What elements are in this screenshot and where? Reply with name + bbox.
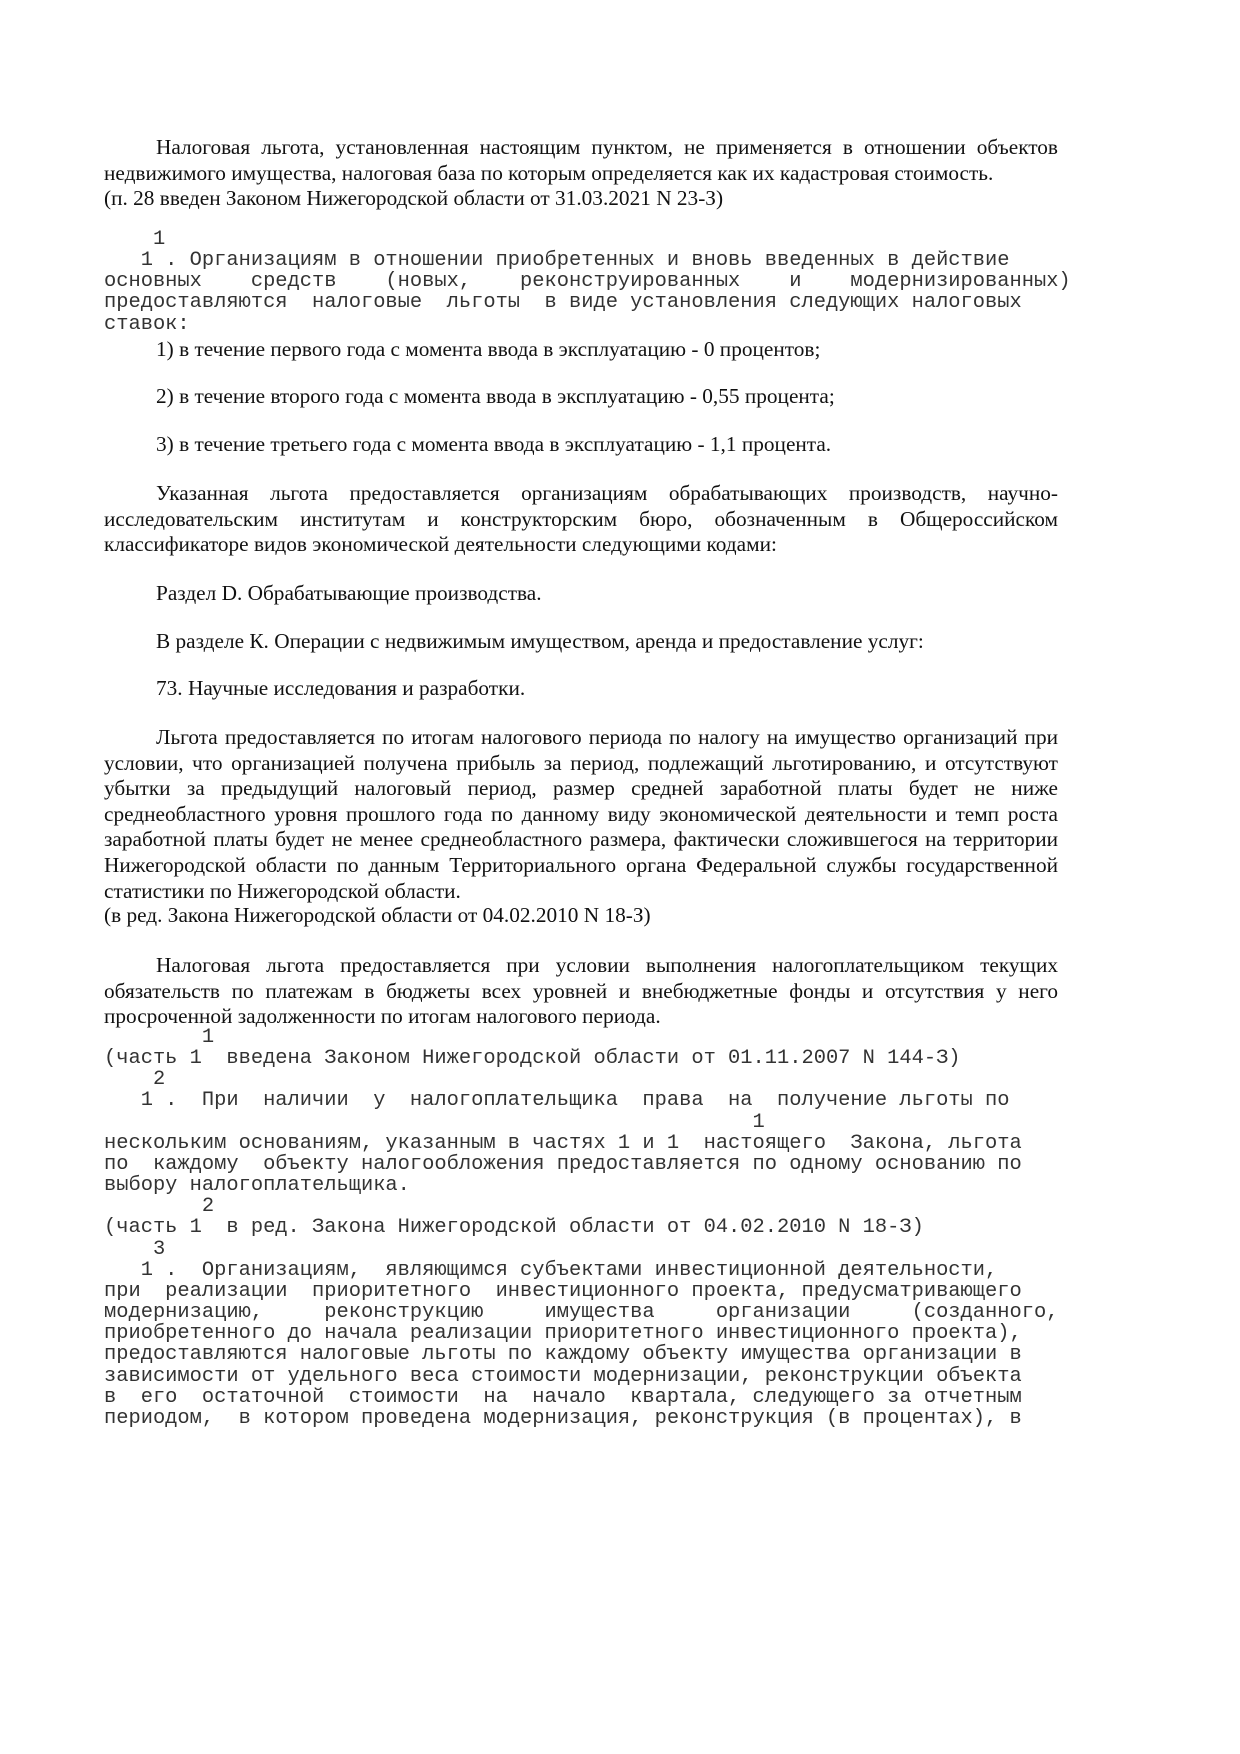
mono-block-2: [104, 1027, 1058, 1429]
paragraph-exclusion: Налоговая льгота, установленная настоящим пунктом, не применяется в отношении объектов недвижимого имущества, налоговая база по которым определяется как их кадастровая стоимость.: [104, 135, 1058, 185]
mono-line: нескольким основаниям, указанным в частях 1 и 1 настоящего Закона, льгота: [104, 1131, 1022, 1155]
mono-line: по каждому объекту налогообложения предоставляется по одному основанию по: [104, 1152, 1022, 1176]
mono-line: основных средств (новых, реконструированных и модернизированных): [104, 270, 1071, 294]
mono-line: периодом, в котором проведена модернизация, реконструкция (в процентах), в: [104, 1406, 1022, 1430]
paragraph-obligations: Налоговая льгота предоставляется при условии выполнения налогоплательщиком текущих обязательств по платежам в бюджеты всех уровней и внебюджетные фонды и отсутствия у него просроченной задолженности по итогам налогового периода.: [104, 953, 1058, 1029]
paragraph-eligible-orgs: Указанная льгота предоставляется организациям обрабатывающих производств, научно-исследовательским институтам и конструкторским бюро, обозначенным в Общероссийском классификаторе видов экономической деятельности следующими кодами:: [104, 481, 1058, 557]
mono-line: предоставляются налоговые льготы в виде установления следующих налоговых: [104, 291, 1022, 315]
mono-line: 1 . При наличии у налогоплательщика права на получение льготы по: [104, 1089, 1010, 1113]
paragraph-section-k: В разделе К. Операции с недвижимым имуществом, аренда и предоставление услуг:: [156, 629, 924, 653]
list-item-1: 1) в течение первого года с момента ввода в эксплуатацию - 0 процентов;: [156, 337, 821, 361]
mono-line: 2: [104, 1195, 215, 1219]
mono-line: выбору налогоплательщика.: [104, 1174, 410, 1198]
paragraph-code-73: 73. Научные исследования и разработки.: [156, 676, 526, 700]
mono-line: модернизацию, реконструкцию имущества организации (созданного,: [104, 1301, 1059, 1325]
list-item-3: 3) в течение третьего года с момента ввода в эксплуатацию - 1,1 процента.: [156, 432, 832, 456]
mono-line: предоставляются налоговые льготы по каждому объекту имущества организации в: [104, 1343, 1022, 1367]
mono-line: (часть 1 в ред. Закона Нижегородской области от 04.02.2010 N 18-З): [104, 1216, 924, 1240]
mono-line: 2: [104, 1068, 166, 1092]
mono-line: 1: [104, 228, 166, 251]
list-item-2: 2) в течение второго года с момента ввода в эксплуатацию - 0,55 процента;: [156, 384, 835, 408]
mono-line: приобретенного до начала реализации приоритетного инвестиционного проекта),: [104, 1322, 1022, 1346]
mono-block-1: [104, 229, 1071, 335]
mono-line: зависимости от удельного веса стоимости модернизации, реконструкции объекта: [104, 1364, 1022, 1388]
mono-line: 1 . Организациям, являющимся субъектами инвестиционной деятельности,: [104, 1258, 998, 1282]
mono-line: при реализации приоритетного инвестиционного проекта, предусматривающего: [104, 1279, 1022, 1303]
mono-line: (часть 1 введена Законом Нижегородской области от 01.11.2007 N 144-З): [104, 1047, 961, 1071]
amendment-note: (в ред. Закона Нижегородской области от 04.02.2010 N 18-З): [104, 903, 651, 927]
amendment-note: (п. 28 введен Законом Нижегородской области от 31.03.2021 N 23-З): [104, 186, 724, 210]
paragraph-section-d: Раздел D. Обрабатывающие производства.: [156, 581, 542, 605]
mono-line: 1: [104, 1110, 765, 1134]
mono-line: ставок:: [104, 312, 190, 336]
mono-line: 1 . Организациям в отношении приобретенных и вновь введенных в действие: [104, 249, 1010, 273]
mono-line: 3: [104, 1237, 166, 1261]
mono-line: 1: [104, 1026, 215, 1049]
paragraph-conditions: Льгота предоставляется по итогам налогового периода по налогу на имущество организаций при условии, что организацией получена прибыль за период, подлежащий льготированию, и отсутствуют убытки за предыдущий налоговый период, размер средней заработной платы будет не ниже среднеобластного уровня прошлого года по данному виду экономической деятельности и темп роста заработной платы будет не менее среднеобластного размера, фактически сложившегося на территории Нижегородской области по данным Территориального органа Федеральной службы государственной статистики по Нижегородской области.: [104, 725, 1058, 903]
mono-line: в его остаточной стоимости на начало квартала, следующего за отчетным: [104, 1385, 1022, 1409]
